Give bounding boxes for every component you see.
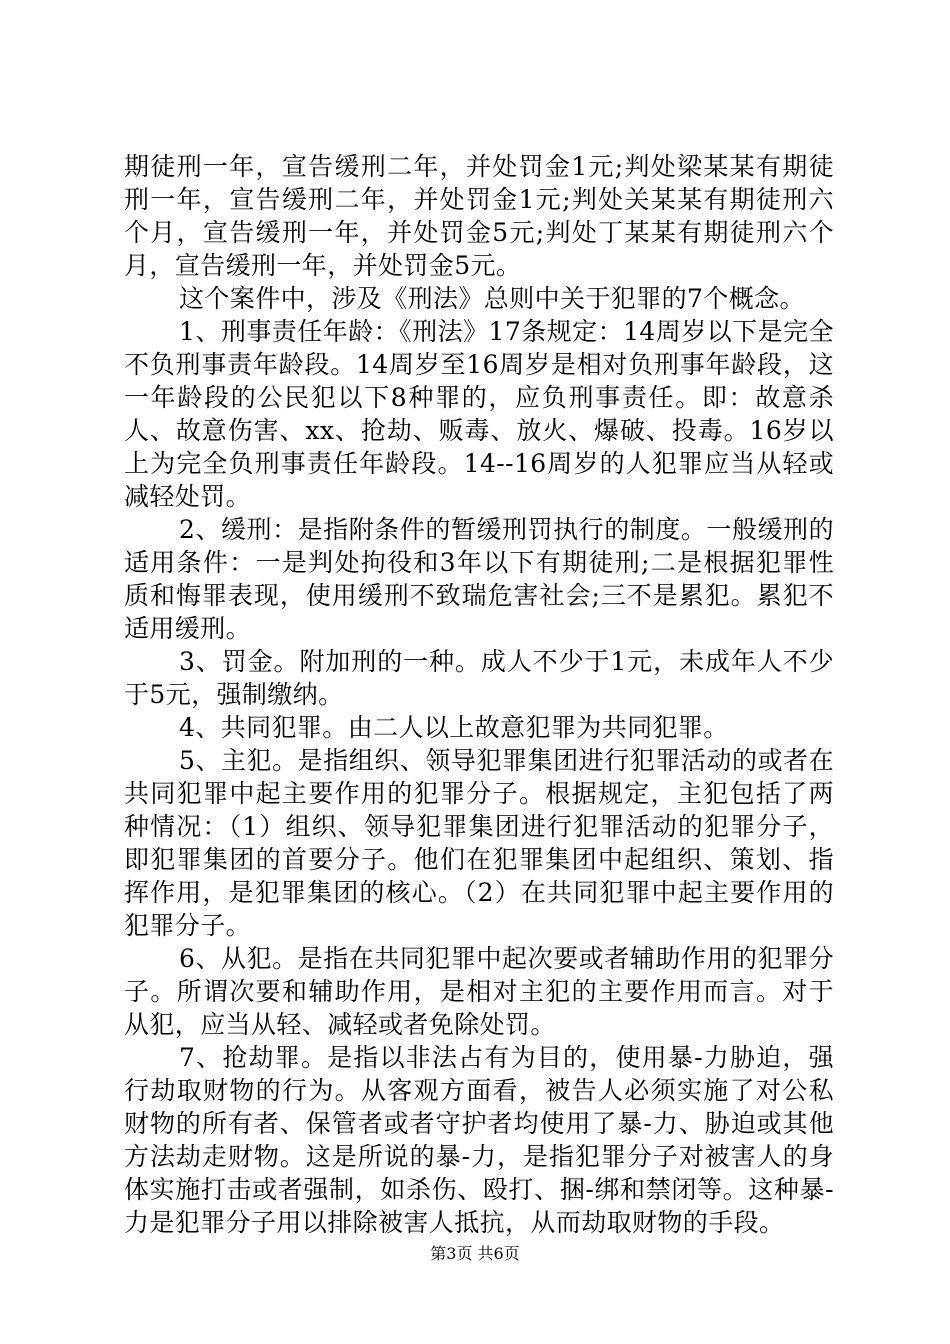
paragraph-probation: 2、缓刑：是指附条件的暂缓刑罚执行的制度。一般缓刑的适用条件：一是判处拘役和3年以下有期徒刑;二是根据犯罪性质和悔罪表现，使用缓刑不致瑞危害社会;三不是累犯。累犯不适用缓刑。 bbox=[124, 515, 834, 643]
paragraph-principal-offender: 5、主犯。是指组织、领导犯罪集团进行犯罪活动的或者在共同犯罪中起主要作用的犯罪分子。根据规定，主犯包括了两种情况：（1）组织、领导犯罪集团进行犯罪活动的犯罪分子，即犯罪集团的首要分子。他们在犯罪集团中起组织、策划、指挥作用，是犯罪集团的核心。（2）在共同犯罪中起主要作用的犯罪分子。 bbox=[124, 746, 834, 940]
document-body bbox=[124, 150, 834, 1239]
paragraph-accessory: 6、从犯。是指在共同犯罪中起次要或者辅助作用的犯罪分子。所谓次要和辅助作用，是相对主犯的主要作用而言。对于从犯，应当从轻、减轻或者免除处罚。 bbox=[124, 944, 834, 1039]
paragraph-criminal-age: 1、刑事责任年龄：《刑法》17条规定：14周岁以下是完全不负刑事责年龄段。14周岁至16周岁是相对负刑事年龄段，这一年龄段的公民犯以下8种罪的，应负刑事责任。即：故意杀人、故意伤害、xx、抢劫、贩毒、放火、爆破、投毒。16岁以上为完全负刑事责任年龄段。14--16周岁的人犯罪应当从轻或减轻处罚。 bbox=[124, 317, 834, 511]
paragraph-joint-crime: 4、共同犯罪。由二人以上故意犯罪为共同犯罪。 bbox=[179, 713, 729, 742]
paragraph-intro: 这个案件中，涉及《刑法》总则中关于犯罪的7个概念。 bbox=[179, 284, 805, 313]
paragraph-continuation: 期徒刑一年，宣告缓刑二年，并处罚金1元;判处梁某某有期徒刑一年，宣告缓刑二年，并处罚金1元;判处关某某有期徒刑六个月，宣告缓刑一年，并处罚金5元;判处丁某某有期徒刑六个月，宣告缓刑一年，并处罚金5元。 bbox=[124, 152, 834, 280]
page-number-footer: 第3页 共6页 bbox=[430, 1244, 520, 1263]
paragraph-fine: 3、罚金。附加刑的一种。成人不少于1元，未成年人不少于5元，强制缴纳。 bbox=[124, 647, 834, 709]
paragraph-robbery: 7、抢劫罪。是指以非法占有为目的，使用暴-力胁迫，强行劫取财物的行为。从客观方面看，被告人必须实施了对公私财物的所有者、保管者或者守护者均使用了暴-力、胁迫或其他方法劫走财物。这是所说的暴-力，是指犯罪分子对被害人的身体实施打击或者强制，如杀伤、殴打、捆-绑和禁闭等。这种暴-力是犯罪分子用以排除被害人抵抗，从而劫取财物的手段。 bbox=[124, 1043, 834, 1237]
